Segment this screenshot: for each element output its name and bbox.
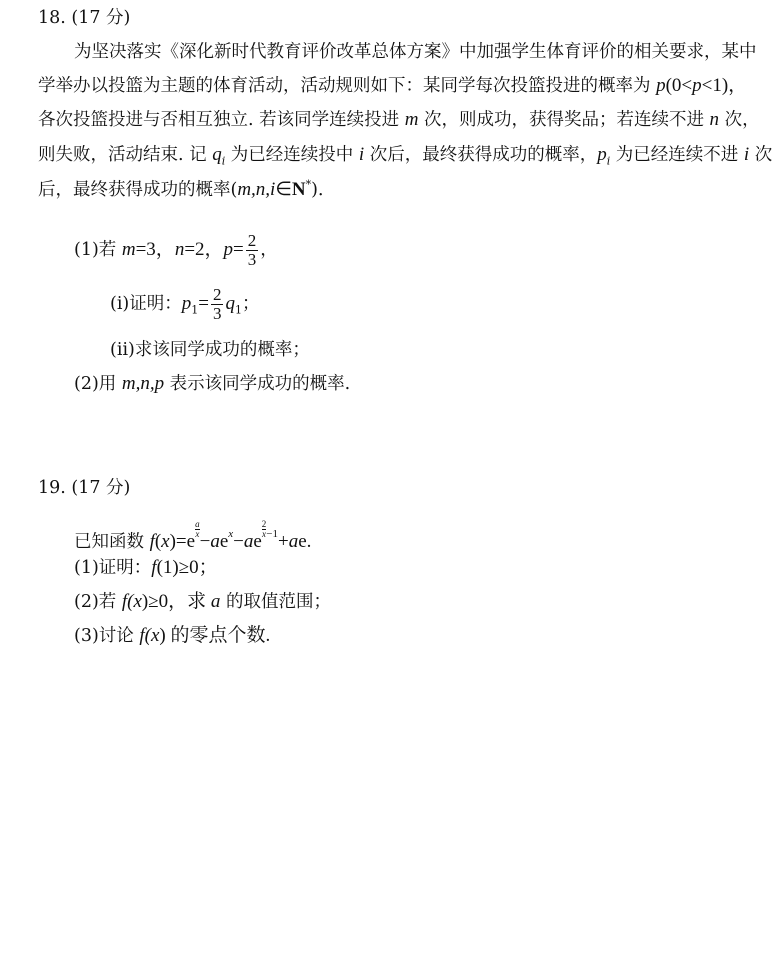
q18-part-1: (1)若 m=3，n=2，p= $\frac{2}{3}$ ， bbox=[74, 231, 278, 269]
exponent-two-over-x: $\frac{2}{x}$ bbox=[261, 519, 267, 539]
q18-line-1: 为坚决落实《深化新时代教育评价改革总体方案》中加强学生体育评价的相关要求，某中 bbox=[74, 42, 757, 62]
q19-part-3: (3)讨论 f(x) 的零点个数. bbox=[74, 625, 271, 646]
q18-sub-i: (ⅰ)证明：$p_1=$ $\frac{2}{3}$ $q_1$； bbox=[110, 285, 260, 323]
q19-given-function: 已知函数 f(x)=e $\frac{a}{x}$ $-ae^x-ae$ $\frac{2}{x}$ $^{-1}$+ae. bbox=[74, 519, 312, 552]
q19-part-1: (1)证明：f(1)≥0； bbox=[74, 557, 218, 578]
q19-heading: 19. (17 分) bbox=[38, 478, 131, 498]
q18-line-2: 学举办以投篮为主题的体育活动，活动规则如下：某同学每次投篮投进的概率为 p(0<p<1)， bbox=[38, 75, 748, 96]
fraction-two-thirds: $\frac{2}{3}$ bbox=[247, 231, 257, 269]
q18-line-5: 后，最终获得成功的概率(m,n,i∈N*)． bbox=[38, 178, 336, 200]
q18-heading: 18. (17 分) bbox=[38, 8, 131, 28]
q18-sub-ii: (ⅱ)求该同学成功的概率； bbox=[110, 340, 310, 360]
q18-line-3: 各次投篮投进与否相互独立. 若该同学连续投进 m 次，则成功，获得奖品；若连续不进 n 次， bbox=[38, 109, 760, 130]
q19-part-2: (2)若 f(x)≥0，求 a 的取值范围； bbox=[74, 591, 331, 612]
exponent-a-over-x: $\frac{a}{x}$ bbox=[195, 519, 200, 539]
fraction-two-thirds-2: $\frac{2}{3}$ bbox=[212, 285, 222, 323]
q18-part-2: (2)用 m,n,p 表示该同学成功的概率. bbox=[74, 373, 351, 394]
q18-line-4: 则失败，活动结束. 记 $q_i$ 为已经连续投中 i 次后，最终获得成功的概率，$p_i$ 为已经连续不进 i 次 bbox=[38, 144, 772, 168]
